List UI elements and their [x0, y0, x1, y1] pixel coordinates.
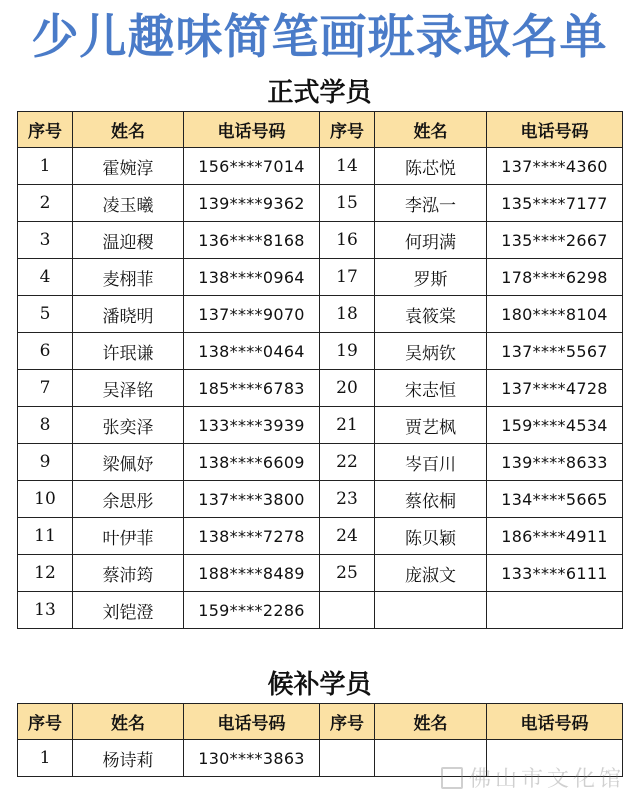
header-phone: 电话号码 — [487, 112, 623, 148]
header-seq: 序号 — [18, 704, 73, 740]
cell-seq — [320, 740, 375, 777]
cell-phone: 159****4534 — [487, 407, 623, 444]
cell-name: 袁筱棠 — [375, 296, 487, 333]
cell-phone: 133****3939 — [184, 407, 320, 444]
header-phone: 电话号码 — [487, 704, 623, 740]
page-title: 少儿趣味简笔画班录取名单 — [31, 10, 608, 65]
cell-phone: 139****8633 — [487, 444, 623, 481]
table-row — [18, 407, 623, 444]
cell-name: 李泓一 — [375, 185, 487, 222]
cell-name: 温迎稷 — [73, 222, 184, 259]
cell-phone: 188****8489 — [184, 555, 320, 592]
cell-phone: 186****4911 — [487, 518, 623, 555]
cell-phone: 130****3863 — [184, 740, 320, 777]
cell-seq: 4 — [18, 259, 73, 296]
cell-seq: 14 — [320, 148, 375, 185]
cell-phone: 133****6111 — [487, 555, 623, 592]
table-row — [18, 296, 623, 333]
cell-seq: 13 — [18, 592, 73, 629]
cell-phone: 134****5665 — [487, 481, 623, 518]
cell-phone: 138****0964 — [184, 259, 320, 296]
cell-name: 吴泽铭 — [73, 370, 184, 407]
cell-name: 蔡沛筠 — [73, 555, 184, 592]
cell-name: 吴炳钦 — [375, 333, 487, 370]
cell-name: 陈芯悦 — [375, 148, 487, 185]
cell-name: 余思彤 — [73, 481, 184, 518]
cell-name: 蔡依桐 — [375, 481, 487, 518]
cell-phone: 135****7177 — [487, 185, 623, 222]
cell-phone: 185****6783 — [184, 370, 320, 407]
cell-seq: 17 — [320, 259, 375, 296]
cell-name: 许珉谦 — [73, 333, 184, 370]
cell-seq: 24 — [320, 518, 375, 555]
cell-name: 叶伊菲 — [73, 518, 184, 555]
cell-name: 麦栩菲 — [73, 259, 184, 296]
cell-name: 宋志恒 — [375, 370, 487, 407]
table-row — [18, 185, 623, 222]
cell-name: 梁佩妤 — [73, 444, 184, 481]
header-name: 姓名 — [375, 112, 487, 148]
cell-seq: 23 — [320, 481, 375, 518]
cell-name: 刘铠澄 — [73, 592, 184, 629]
cell-phone: 138****7278 — [184, 518, 320, 555]
cell-seq: 8 — [18, 407, 73, 444]
table-row — [18, 259, 623, 296]
cell-phone: 138****0464 — [184, 333, 320, 370]
cell-name: 罗斯 — [375, 259, 487, 296]
cell-phone: 135****2667 — [487, 222, 623, 259]
cell-name: 庞淑文 — [375, 555, 487, 592]
cell-seq: 19 — [320, 333, 375, 370]
cell-phone: 159****2286 — [184, 592, 320, 629]
cell-seq: 11 — [18, 518, 73, 555]
cell-name: 霍婉淳 — [73, 148, 184, 185]
formal-students-table — [17, 111, 623, 629]
cell-phone: 178****6298 — [487, 259, 623, 296]
header-phone: 电话号码 — [184, 112, 320, 148]
cell-seq: 18 — [320, 296, 375, 333]
cell-seq: 21 — [320, 407, 375, 444]
table-row — [18, 333, 623, 370]
cell-name: 杨诗莉 — [73, 740, 184, 777]
cell-phone: 137****9070 — [184, 296, 320, 333]
formal-header-row — [18, 112, 623, 148]
cell-phone: 156****7014 — [184, 148, 320, 185]
cell-seq: 10 — [18, 481, 73, 518]
cell-phone: 138****6609 — [184, 444, 320, 481]
header-seq: 序号 — [320, 112, 375, 148]
cell-name: 潘晓明 — [73, 296, 184, 333]
table-row — [18, 555, 623, 592]
cell-phone — [487, 592, 623, 629]
cell-phone: 139****9362 — [184, 185, 320, 222]
formal-section-heading: 正式学员 — [267, 78, 372, 108]
cell-phone: 137****3800 — [184, 481, 320, 518]
cell-seq: 12 — [18, 555, 73, 592]
table-row — [18, 222, 623, 259]
cell-seq: 1 — [18, 740, 73, 777]
cell-seq: 1 — [18, 148, 73, 185]
cell-seq — [320, 592, 375, 629]
watermark — [441, 762, 625, 793]
cell-name: 陈贝颖 — [375, 518, 487, 555]
table-row — [18, 518, 623, 555]
header-name: 姓名 — [73, 704, 184, 740]
waitlist-section-heading: 候补学员 — [267, 670, 372, 700]
table-row — [18, 592, 623, 629]
cell-name — [375, 592, 487, 629]
cell-name: 何玥满 — [375, 222, 487, 259]
cell-name: 凌玉曦 — [73, 185, 184, 222]
header-phone: 电话号码 — [184, 704, 320, 740]
cell-phone: 137****4728 — [487, 370, 623, 407]
cell-name: 岑百川 — [375, 444, 487, 481]
cell-phone: 136****8168 — [184, 222, 320, 259]
cell-phone: 180****8104 — [487, 296, 623, 333]
cell-phone: 137****5567 — [487, 333, 623, 370]
table-row — [18, 370, 623, 407]
table-row — [18, 444, 623, 481]
waitlist-header-row — [18, 704, 623, 740]
table-row — [18, 148, 623, 185]
cell-seq: 25 — [320, 555, 375, 592]
cell-seq: 2 — [18, 185, 73, 222]
table-row — [18, 481, 623, 518]
cell-seq: 9 — [18, 444, 73, 481]
header-seq: 序号 — [320, 704, 375, 740]
header-name: 姓名 — [375, 704, 487, 740]
library-logo-icon — [441, 767, 463, 789]
cell-name: 贾艺枫 — [375, 407, 487, 444]
cell-phone: 137****4360 — [487, 148, 623, 185]
cell-name: 张奕泽 — [73, 407, 184, 444]
header-name: 姓名 — [73, 112, 184, 148]
cell-seq: 20 — [320, 370, 375, 407]
cell-seq: 16 — [320, 222, 375, 259]
cell-seq: 15 — [320, 185, 375, 222]
cell-seq: 3 — [18, 222, 73, 259]
cell-seq: 7 — [18, 370, 73, 407]
watermark-text: 佛山市文化馆 — [468, 767, 625, 792]
cell-seq: 6 — [18, 333, 73, 370]
cell-seq: 22 — [320, 444, 375, 481]
header-seq: 序号 — [18, 112, 73, 148]
cell-seq: 5 — [18, 296, 73, 333]
